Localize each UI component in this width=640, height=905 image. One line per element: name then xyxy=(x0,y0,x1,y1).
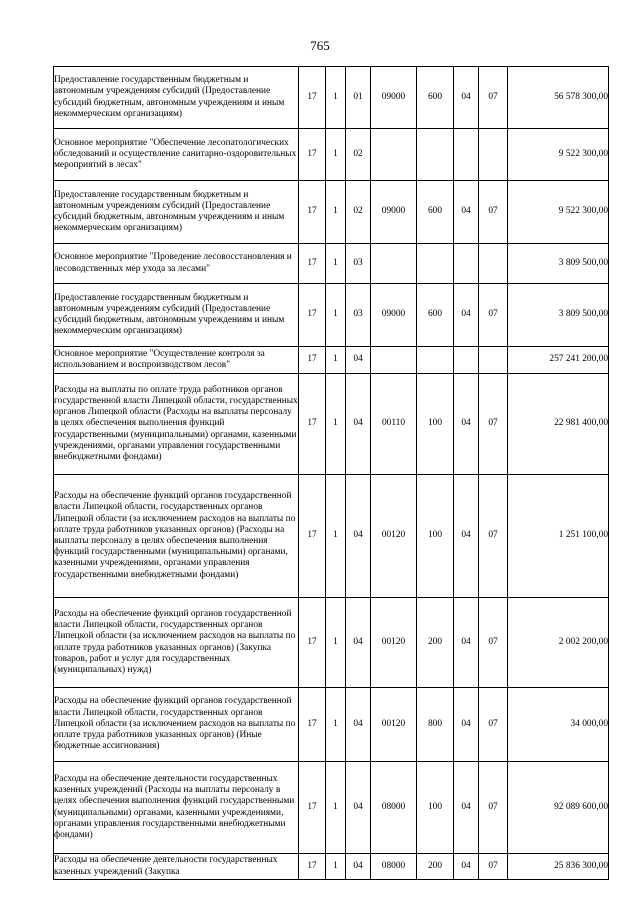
code-activity: 03 xyxy=(346,284,371,347)
code-expense-type: 600 xyxy=(417,67,454,129)
row-description: Расходы на обеспечение функций органов государственной власти Липецкой области, государственных органов Липецкой области (за исключением расходов на выплаты по оплате труда работников указанных органов) (Закупка товаров, работ и услуг для государственных (муниципальных) нужд) xyxy=(54,598,299,688)
code-section: 04 xyxy=(454,181,479,244)
code-section: 04 xyxy=(454,374,479,475)
code-activity: 04 xyxy=(346,854,371,880)
page-number: 765 xyxy=(310,38,330,53)
code-section: 04 xyxy=(454,598,479,688)
code-subsection: 07 xyxy=(479,854,508,880)
code-activity: 02 xyxy=(346,181,371,244)
code-activity: 03 xyxy=(346,244,371,284)
table-row xyxy=(54,181,609,244)
row-amount: 25 836 300,00 xyxy=(508,854,609,880)
code-direction xyxy=(371,244,417,284)
row-description: Расходы на обеспечение функций органов государственной власти Липецкой области, государственных органов Липецкой области (за исключением расходов на выплаты по оплате труда работников указанных органов) (Иные бюджетные ассигнования) xyxy=(54,688,299,762)
row-description: Основное мероприятие "Осуществление контроля за использованием и воспроизводством лесов" xyxy=(54,347,299,374)
code-subsection: 07 xyxy=(479,284,508,347)
code-section xyxy=(454,129,479,181)
code-subprogram: 1 xyxy=(326,347,346,374)
code-activity: 04 xyxy=(346,347,371,374)
code-direction: 08000 xyxy=(371,762,417,854)
table-row xyxy=(54,67,609,129)
row-amount: 1 251 100,00 xyxy=(508,475,609,598)
code-activity: 02 xyxy=(346,129,371,181)
table-row xyxy=(54,284,609,347)
row-description: Расходы на обеспечение деятельности государственных казенных учреждений (Расходы на выплаты персоналу в целях обеспечения выполнения функций государственными (муниципальными) органами, казенными учреждениями, органами управления государственными внебюджетными фондами) xyxy=(54,762,299,854)
table-row xyxy=(54,374,609,475)
code-subsection: 07 xyxy=(479,475,508,598)
row-description: Расходы на обеспечение функций органов государственной власти Липецкой области, государственных органов Липецкой области (за исключением расходов на выплаты по оплате труда работников указанных органов) (Расходы на выплаты персоналу в целях обеспечения выполнения функций государственными (муниципальными) органами, казенными учреждениями, органами управления государственными внебюджетными фондами) xyxy=(54,475,299,598)
code-program: 17 xyxy=(299,181,326,244)
code-subsection: 07 xyxy=(479,181,508,244)
code-program: 17 xyxy=(299,347,326,374)
code-subsection: 07 xyxy=(479,688,508,762)
code-activity: 01 xyxy=(346,67,371,129)
code-program: 17 xyxy=(299,129,326,181)
code-subprogram: 1 xyxy=(326,244,346,284)
code-section xyxy=(454,244,479,284)
code-program: 17 xyxy=(299,284,326,347)
code-program: 17 xyxy=(299,374,326,475)
row-amount: 3 809 500,00 xyxy=(508,244,609,284)
code-direction: 08000 xyxy=(371,854,417,880)
code-expense-type: 600 xyxy=(417,181,454,244)
table-row xyxy=(54,129,609,181)
code-section: 04 xyxy=(454,475,479,598)
row-description: Предоставление государственным бюджетным и автономным учреждениям субсидий (Предоставление субсидий бюджетным, автономным учреждениям и иным некоммерческим организациям) xyxy=(54,67,299,129)
row-amount: 9 522 300,00 xyxy=(508,181,609,244)
code-subprogram: 1 xyxy=(326,374,346,475)
table-row xyxy=(54,244,609,284)
code-subprogram: 1 xyxy=(326,688,346,762)
code-expense-type: 200 xyxy=(417,854,454,880)
row-amount: 92 089 600,00 xyxy=(508,762,609,854)
code-expense-type: 600 xyxy=(417,284,454,347)
code-direction xyxy=(371,129,417,181)
code-expense-type: 100 xyxy=(417,475,454,598)
code-program: 17 xyxy=(299,475,326,598)
row-description: Основное мероприятие "Проведение лесовосстановления и лесоводственных мер ухода за лесами" xyxy=(54,244,299,284)
row-description: Предоставление государственным бюджетным и автономным учреждениям субсидий (Предоставление субсидий бюджетным, автономным учреждениям и иным некоммерческим организациям) xyxy=(54,181,299,244)
code-activity: 04 xyxy=(346,598,371,688)
code-subsection: 07 xyxy=(479,374,508,475)
code-section xyxy=(454,347,479,374)
row-amount: 257 241 200,00 xyxy=(508,347,609,374)
table-row xyxy=(54,762,609,854)
code-subprogram: 1 xyxy=(326,284,346,347)
row-amount: 22 981 400,00 xyxy=(508,374,609,475)
code-subprogram: 1 xyxy=(326,67,346,129)
row-description: Предоставление государственным бюджетным и автономным учреждениям субсидий (Предоставление субсидий бюджетным, автономным учреждениям и иным некоммерческим организациям) xyxy=(54,284,299,347)
row-amount: 9 522 300,00 xyxy=(508,129,609,181)
row-amount: 2 002 200,00 xyxy=(508,598,609,688)
code-program: 17 xyxy=(299,598,326,688)
code-expense-type: 800 xyxy=(417,688,454,762)
row-description: Расходы на обеспечение деятельности государственных казенных учреждений (Закупка xyxy=(54,854,299,880)
code-subsection: 07 xyxy=(479,598,508,688)
code-subprogram: 1 xyxy=(326,129,346,181)
table-row xyxy=(54,854,609,880)
code-subprogram: 1 xyxy=(326,598,346,688)
code-program: 17 xyxy=(299,854,326,880)
code-direction: 00110 xyxy=(371,374,417,475)
code-section: 04 xyxy=(454,67,479,129)
code-expense-type xyxy=(417,129,454,181)
code-direction xyxy=(371,347,417,374)
code-subsection xyxy=(479,129,508,181)
code-program: 17 xyxy=(299,244,326,284)
code-subprogram: 1 xyxy=(326,762,346,854)
row-amount: 34 000,00 xyxy=(508,688,609,762)
code-subsection xyxy=(479,244,508,284)
code-subprogram: 1 xyxy=(326,181,346,244)
code-subprogram: 1 xyxy=(326,854,346,880)
row-amount: 56 578 300,00 xyxy=(508,67,609,129)
code-direction: 09000 xyxy=(371,67,417,129)
table-row xyxy=(54,688,609,762)
code-expense-type: 200 xyxy=(417,598,454,688)
code-subsection: 07 xyxy=(479,67,508,129)
code-activity: 04 xyxy=(346,475,371,598)
code-expense-type xyxy=(417,244,454,284)
code-activity: 04 xyxy=(346,688,371,762)
code-subsection xyxy=(479,347,508,374)
code-expense-type: 100 xyxy=(417,762,454,854)
code-subprogram: 1 xyxy=(326,475,346,598)
code-activity: 04 xyxy=(346,762,371,854)
code-direction: 00120 xyxy=(371,688,417,762)
row-description: Основное мероприятие "Обеспечение лесопатологических обследований и осуществление санитарно-оздоровительных мероприятий в лесах" xyxy=(54,129,299,181)
code-subsection: 07 xyxy=(479,762,508,854)
code-section: 04 xyxy=(454,284,479,347)
code-section: 04 xyxy=(454,762,479,854)
code-section: 04 xyxy=(454,854,479,880)
code-program: 17 xyxy=(299,688,326,762)
code-direction: 09000 xyxy=(371,181,417,244)
code-program: 17 xyxy=(299,67,326,129)
code-expense-type xyxy=(417,347,454,374)
table-row xyxy=(54,475,609,598)
table-row xyxy=(54,598,609,688)
code-program: 17 xyxy=(299,762,326,854)
code-direction: 09000 xyxy=(371,284,417,347)
code-section: 04 xyxy=(454,688,479,762)
row-amount: 3 809 500,00 xyxy=(508,284,609,347)
budget-table xyxy=(53,66,609,880)
code-activity: 04 xyxy=(346,374,371,475)
code-expense-type: 100 xyxy=(417,374,454,475)
code-direction: 00120 xyxy=(371,475,417,598)
table-row xyxy=(54,347,609,374)
code-direction: 00120 xyxy=(371,598,417,688)
row-description: Расходы на выплаты по оплате труда работников органов государственной власти Липецкой области, государственных органов Липецкой области (Расходы на выплаты персоналу в целях обеспечения выполнения функций государственными (муниципальными) органами, казенными учреждениями, органами управления государственными внебюджетными фондами) xyxy=(54,374,299,475)
